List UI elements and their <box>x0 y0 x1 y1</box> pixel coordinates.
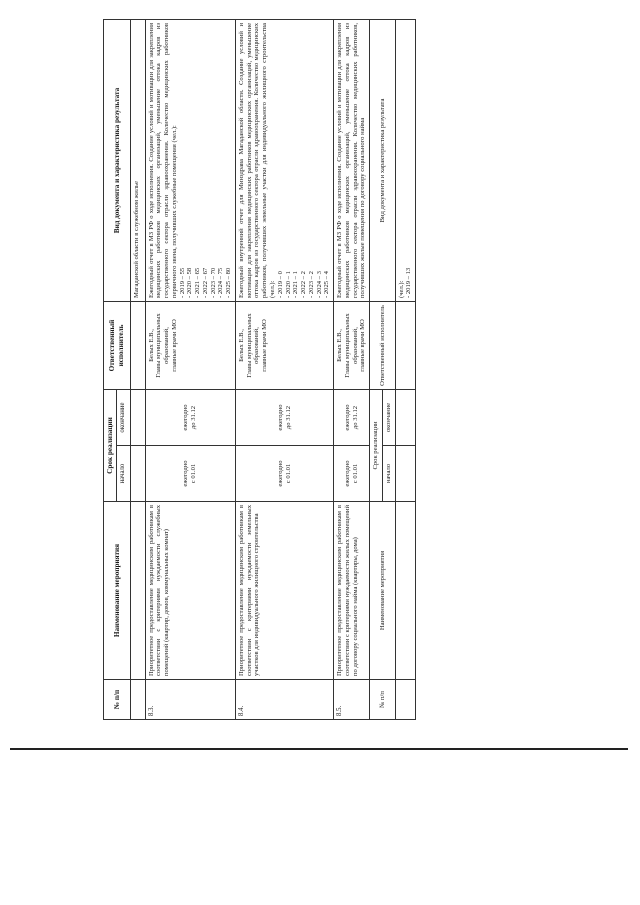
col-result-header: Вид документа и характеристика результата <box>104 20 131 302</box>
end-date: ежегодно до 31.12 <box>334 390 370 446</box>
col-end-header: окончание <box>382 390 395 446</box>
measure-name: Приоритетное предоставление медицинским работникам в соответствии с критериями нуждаемости жилых помещений по договору социального найма (квартиры, дома) <box>334 502 370 680</box>
table-row <box>334 20 370 720</box>
col-name-header: Наименование мероприятия <box>104 502 131 680</box>
col-num-header: № п/п <box>370 680 396 720</box>
measures-table <box>103 19 416 720</box>
col-end-header: окончание <box>117 390 130 446</box>
table-row <box>235 20 333 720</box>
result-description <box>334 20 370 302</box>
start-date: ежегодно с 01.01 <box>235 446 333 502</box>
col-num-header: № п/п <box>104 680 131 720</box>
repeated-header-row <box>370 20 383 720</box>
end-date: ежегодно до 31.12 <box>235 390 333 446</box>
page-divider-line <box>10 748 628 750</box>
row-number: 8.3. <box>145 680 235 720</box>
end-date: ежегодно до 31.12 <box>145 390 235 446</box>
executor: Белых Е.В., Главы муниципальных образований, главные врачи МО <box>145 302 235 390</box>
measure-name: Приоритетное предоставление медицинским работникам в соответствии с критериями нуждаемости земельных участков для индивидуального жилищного строительства <box>235 502 333 680</box>
region-row-text: Магаданской области в служебном жилье <box>130 20 145 302</box>
row-number: 8.5. <box>334 680 370 720</box>
rotated-table-wrapper <box>103 20 623 720</box>
continuation-row <box>395 20 416 720</box>
result-description: Ежегодный внутренний отчет для Минздрава Магаданской области. Создание условий и мотивации для закрепления медицинских работников медицинских организаций, уменьшение оттока кадров из государственного сектора отрасли здравоохранения. Количество медицинских работников, получивших земельные участки для индивидуального жилищного строительства (чел.): - 2019 – 0 - 2020 – 1 - 2021 – 1 - 2022 – 2 - 2023 – 2 - 2024 – 3 - 2025 – 4 <box>235 20 333 302</box>
col-start-header: начало <box>117 446 130 502</box>
header-row <box>104 20 117 720</box>
col-result-header: Вид документа и характеристика результата <box>370 20 396 302</box>
col-start-header: начало <box>382 446 395 502</box>
measure-name: Приоритетное предоставление медицинским работникам в соответствии с критериями нуждаемости служебных помещений (квартир, домов, коммунальных комнат) <box>145 502 235 680</box>
col-period-header: Срок реализации <box>370 390 383 502</box>
executor: Белых Е.В., Главы муниципальных образований, главные врачи МО <box>235 302 333 390</box>
start-date: ежегодно с 01.01 <box>145 446 235 502</box>
row-number: 8.4. <box>235 680 333 720</box>
col-executor-header: Ответственный исполнитель <box>370 302 396 390</box>
result-text: Ежегодный внутренний отчет для Минздрава Магаданской области. Создание условий и мотивации для закрепления медицинских работников медицинских организаций, уменьшение оттока кадров из государственного сектора отрасли здравоохранения. Количество медицинских работников, получивших земельные участки для индивидуального жилищного строительства (чел.): <box>237 23 276 298</box>
region-row <box>130 20 145 720</box>
executor: Белых Е.В., Главы муниципальных образований, главные врачи МО <box>334 302 370 390</box>
col-period-header: Срок реализации <box>104 390 117 502</box>
table-row <box>145 20 235 720</box>
col-executor-header: Ответственный исполнитель <box>104 302 131 390</box>
continuation-result: (чел.): - 2019 – 13 <box>395 20 416 302</box>
result-description: Ежегодный отчет в МЗ РФ о ходе исполнения. Создание условий и мотивации для закрепления медицинских работников медицинских организаций, уменьшение оттока кадров из государственного сектора отрасли здравоохранения. Количество медицинских работников первичного звена, получивших служебные помещения (чел.): - 2019 – 55 - 2020 – 58 - 2021 – 65 - 2022 – 67 - 2023 – 70 - 2024 – 75 - 2025 – 80 <box>145 20 235 302</box>
result-text: Ежегодный отчет в МЗ РФ о ходе исполнения. Создание условий и мотивации для закрепления медицинских работников медицинских организаций, уменьшение оттока кадров из государственного сектора отрасли здравоохранения. Количество медицинских работников первичного звена, получивших служебные помещения (чел.): <box>147 23 178 298</box>
col-name-header: Наименование мероприятия <box>370 502 396 680</box>
result-text: Ежегодный отчет в МЗ РФ о ходе исполнения. Создание условий и мотивации для закрепления медицинских работников медицинских организаций, уменьшение оттока кадров из государственного сектора отрасли здравоохранения. Количество медицинских работников, получивших жилые помещения по договору социального найма <box>336 23 367 298</box>
start-date: ежегодно с 01.01 <box>334 446 370 502</box>
